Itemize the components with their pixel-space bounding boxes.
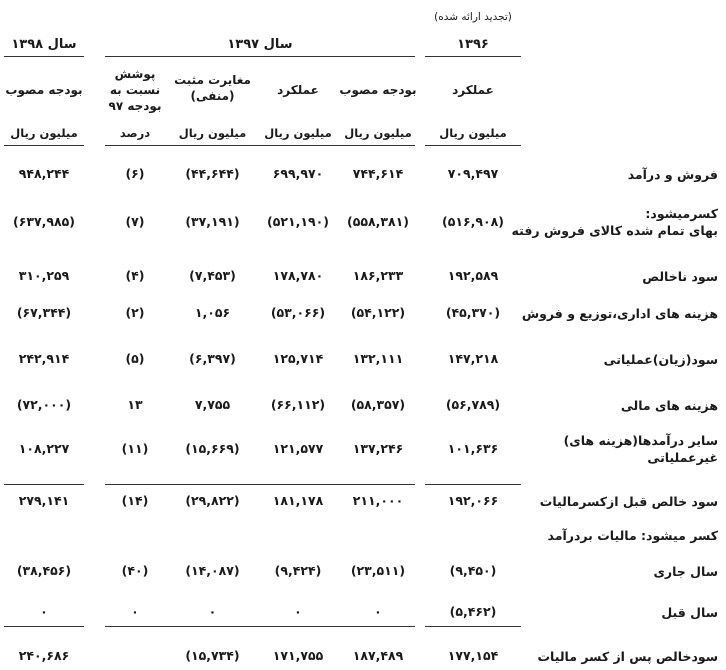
col-header-actual-1396: عملکرد — [452, 83, 494, 97]
col-header-coverage: پوشش نسبت به بودجه ۹۷ — [108, 67, 162, 113]
restated-note: (تجدید ارائه شده) — [434, 11, 512, 23]
cell-coverage-pct: ۰ — [131, 604, 139, 619]
cell-budget-1398: (۳۸,۴۵۶) — [16, 563, 72, 578]
final-rule-1397 — [105, 626, 415, 627]
total-rule-1398 — [4, 484, 84, 485]
cell-budget-1398: ۹۴۸,۲۴۴ — [18, 166, 70, 181]
row-label: سودخالص پس از کسر مالیات — [537, 649, 718, 664]
final-rule-1398 — [4, 626, 84, 627]
cell-actual-1397: ۱۲۵,۷۱۴ — [272, 351, 324, 366]
cell-variance: (۴۴,۶۴۴) — [185, 166, 240, 181]
cell-actual-1397: (۶۶,۱۱۲) — [270, 397, 326, 412]
cell-variance: (۱۴,۰۸۷) — [185, 563, 240, 578]
row-label: کسر میشود: مالیات بردرآمد — [547, 528, 718, 543]
cell-variance: (۲۹,۸۲۲) — [185, 493, 240, 508]
cell-budget-1397: ۱۸۶,۲۳۳ — [352, 268, 404, 283]
cell-budget-1397: ۲۱۱,۰۰۰ — [352, 493, 404, 508]
col-header-variance: مغایرت مثبت (منفی) — [174, 73, 251, 103]
unit-budget-1398: میلیون ریال — [10, 126, 78, 140]
row-label: کسرمیشود: بهای تمام شده کالای فروش رفته — [511, 206, 718, 238]
cell-budget-1398: ۱۰۸,۲۲۷ — [18, 441, 70, 456]
divider-1396 — [425, 56, 521, 57]
cell-actual-1396: (۵۱۶,۹۰۸) — [442, 214, 504, 229]
col-header-budget-1397: بودجه مصوب — [339, 83, 417, 97]
cell-coverage-pct: ۱۳ — [127, 397, 143, 412]
divider-unit-1398 — [4, 145, 84, 146]
cell-budget-1398: ۳۱۰,۲۵۹ — [18, 268, 70, 283]
cell-coverage-pct: (۴۰) — [121, 563, 149, 578]
cell-budget-1397: ۰ — [374, 604, 382, 619]
row-label: فروش و درآمد — [627, 167, 718, 182]
cell-actual-1397: ۰ — [294, 604, 302, 619]
year-1398-heading: سال ۱۳۹۸ — [11, 37, 77, 52]
unit-actual-1397: میلیون ریال — [264, 126, 332, 140]
cell-variance: ۷,۷۵۵ — [194, 397, 231, 412]
cell-budget-1398: (۶۳۷,۹۸۵) — [13, 214, 75, 229]
cell-coverage-pct: (۴) — [125, 268, 145, 283]
cell-actual-1397: ۱۲۱,۵۷۷ — [272, 441, 324, 456]
total-rule-1397 — [105, 484, 415, 485]
cell-variance: (۳۷,۱۹۱) — [185, 214, 240, 229]
cell-budget-1397: ۱۳۷,۲۴۶ — [352, 441, 404, 456]
cell-budget-1398: ۲۷۹,۱۴۱ — [18, 493, 70, 508]
cell-coverage-pct: (۲) — [125, 305, 145, 320]
cell-coverage-pct: (۶) — [125, 166, 145, 181]
row-label: سال جاری — [653, 564, 718, 579]
cell-actual-1397: ۱۸۱,۱۷۸ — [272, 493, 324, 508]
cell-actual-1396: ۱۰۱,۶۳۶ — [447, 441, 499, 456]
cell-actual-1396: (۵,۴۶۲) — [449, 604, 497, 619]
cell-coverage-pct: (۱۱) — [121, 441, 149, 456]
cell-actual-1397: (۹,۴۲۴) — [274, 563, 322, 578]
col-header-actual-1397: عملکرد — [277, 83, 319, 97]
cell-variance: (۷,۴۵۳) — [189, 268, 236, 283]
row-label: سود ناخالص — [642, 269, 718, 284]
divider-1398 — [4, 56, 84, 57]
cell-variance: (۶,۳۹۷) — [189, 351, 236, 366]
cell-budget-1397: (۲۳,۵۱۱) — [350, 563, 406, 578]
cell-budget-1398: (۷۲,۰۰۰) — [16, 397, 72, 412]
cell-budget-1397: ۱۸۷,۴۸۹ — [352, 648, 404, 663]
unit-budget-1397: میلیون ریال — [344, 126, 412, 140]
cell-variance: (۱۵,۷۳۴) — [185, 648, 240, 663]
cell-actual-1396: (۴۵,۳۷۰) — [445, 305, 501, 320]
cell-actual-1397: (۵۲۱,۱۹۰) — [267, 214, 329, 229]
row-label: سود خالص قبل ازکسرمالیات — [539, 494, 718, 509]
cell-budget-1397: (۵۸,۳۵۷) — [350, 397, 406, 412]
cell-actual-1396: ۱۹۲,۵۸۹ — [447, 268, 499, 283]
cell-actual-1396: ۷۰۹,۴۹۷ — [447, 166, 499, 181]
unit-actual-1396: میلیون ریال — [439, 126, 507, 140]
row-label: هزینه های اداری،توزیع و فروش — [521, 306, 718, 321]
cell-coverage-pct: (۱۴) — [121, 493, 149, 508]
cell-actual-1396: (۵۶,۷۸۹) — [445, 397, 501, 412]
row-label: سایر درآمدها(هزینه های) غیرعملیاتی — [563, 433, 718, 465]
col-header-budget-1398: بودجه مصوب — [5, 83, 83, 97]
cell-actual-1396: ۱۴۷,۲۱۸ — [447, 351, 499, 366]
cell-budget-1398: ۲۴۲,۹۱۴ — [18, 351, 70, 366]
cell-budget-1397: (۵۴,۱۲۲) — [350, 305, 406, 320]
cell-budget-1398: (۶۷,۳۴۴) — [16, 305, 72, 320]
row-label: سال قبل — [661, 605, 718, 620]
cell-budget-1397: ۱۳۲,۱۱۱ — [352, 351, 404, 366]
divider-1397 — [105, 56, 415, 57]
year-1396-heading: ۱۳۹۶ — [457, 37, 489, 52]
cell-actual-1397: ۶۹۹,۹۷۰ — [272, 166, 324, 181]
cell-variance: ۰ — [208, 604, 217, 619]
row-label: سود(زیان)عملیاتی — [603, 352, 718, 367]
divider-unit-1396 — [425, 145, 521, 146]
cell-actual-1397: ۱۷۱,۷۵۵ — [272, 648, 324, 663]
row-label: هزینه های مالی — [620, 398, 718, 413]
cell-budget-1397: (۵۵۸,۳۸۱) — [347, 214, 409, 229]
cell-actual-1396: ۱۷۷,۱۵۴ — [447, 648, 499, 663]
divider-unit-1397 — [105, 145, 415, 146]
final-rule-1396 — [425, 626, 521, 627]
cell-budget-1397: ۷۴۴,۶۱۴ — [352, 166, 404, 181]
cell-variance: (۱۵,۶۶۹) — [185, 441, 240, 456]
cell-coverage-pct: (۵) — [125, 351, 145, 366]
unit-variance: میلیون ریال — [178, 126, 247, 140]
unit-pct: درصد — [119, 126, 151, 140]
cell-variance: ۱,۰۵۶ — [194, 305, 231, 320]
cell-actual-1397: (۵۳,۰۶۶) — [270, 305, 326, 320]
cell-coverage-pct: (۷) — [125, 214, 145, 229]
cell-actual-1397: ۱۷۸,۷۸۰ — [272, 268, 324, 283]
year-1397-heading: سال ۱۳۹۷ — [227, 37, 293, 52]
cell-actual-1396: (۹,۴۵۰) — [449, 563, 497, 578]
cell-budget-1398: ۲۴۰,۶۸۶ — [18, 648, 70, 663]
cell-budget-1398: ۰ — [40, 604, 48, 619]
cell-actual-1396: ۱۹۲,۰۶۶ — [447, 493, 499, 508]
total-rule-1396 — [425, 484, 521, 485]
